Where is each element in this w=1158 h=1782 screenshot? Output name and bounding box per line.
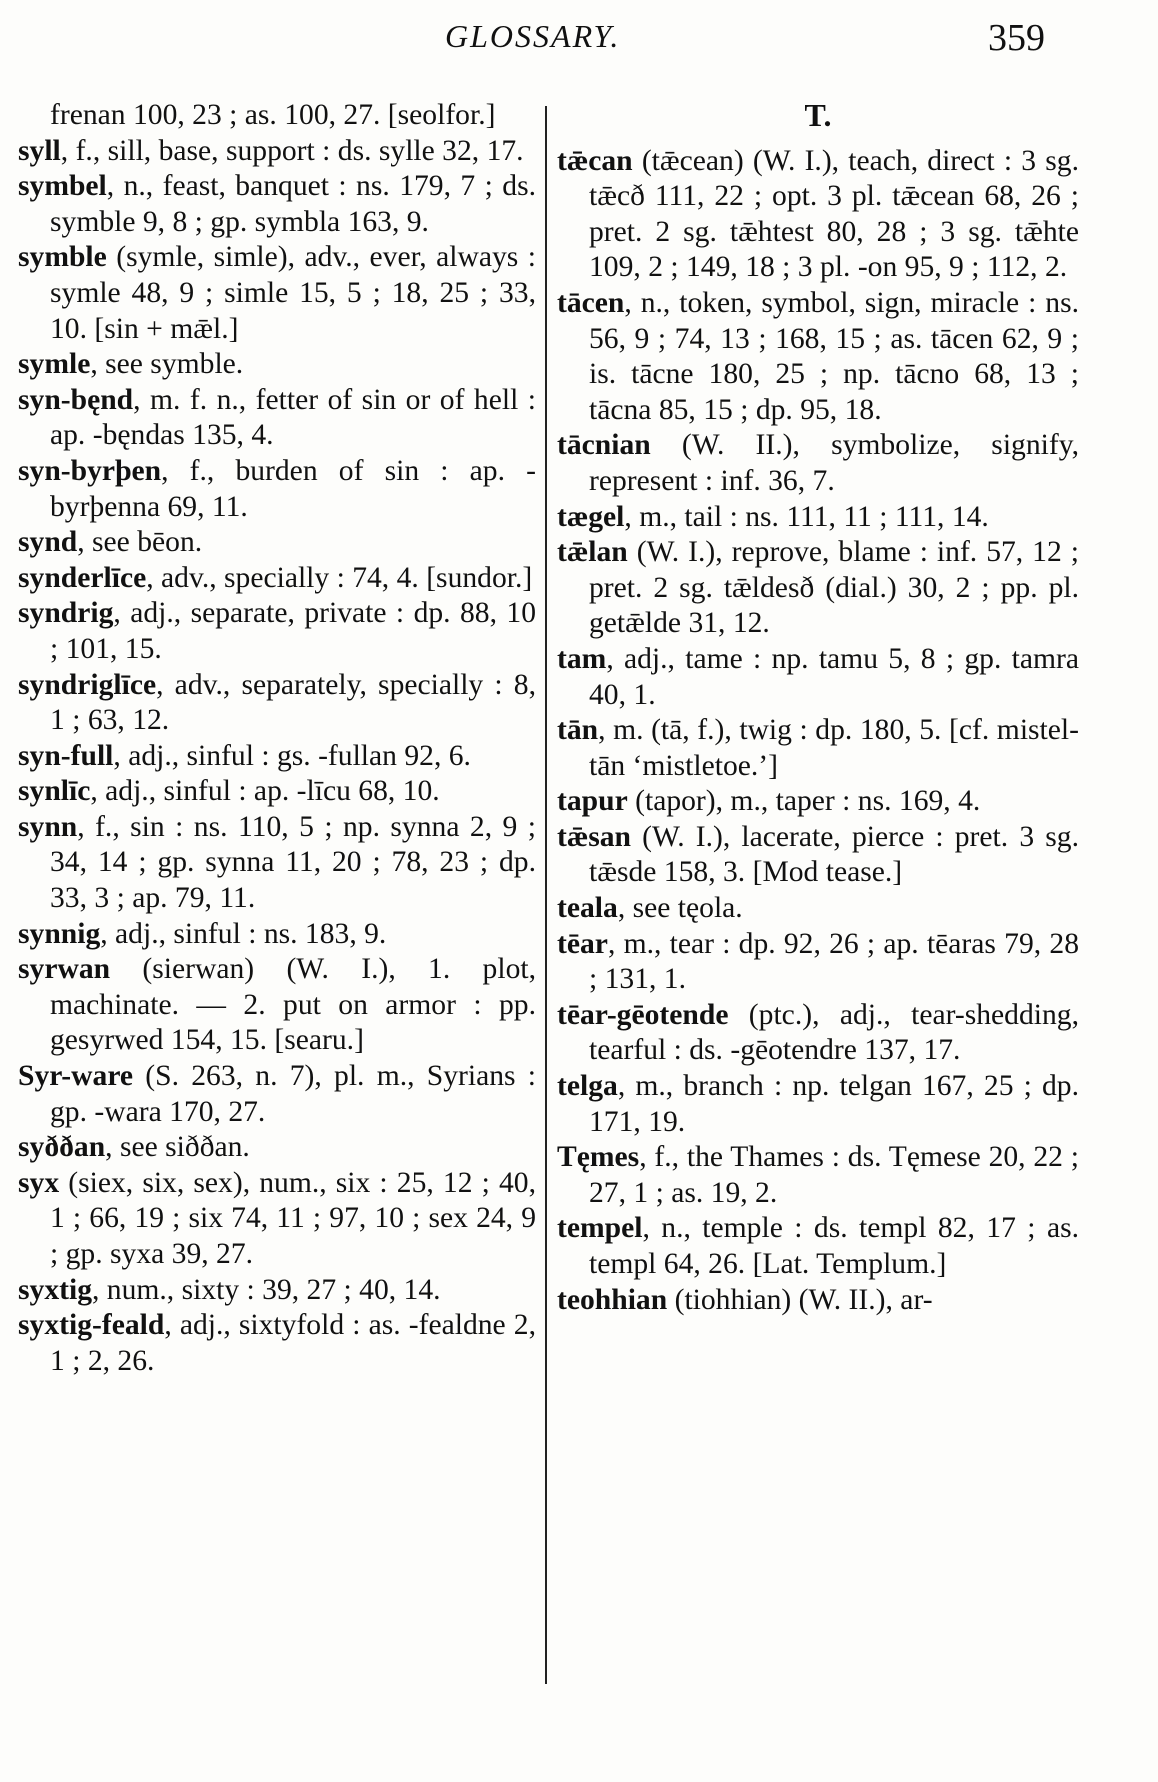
right-column-entries bbox=[557, 144, 1079, 1319]
entry-definition: (sierwan) (W. I.), 1. plot, machinate. — 2. put on armor : pp. gesyrwed 154, 15. [searu.] bbox=[50, 953, 536, 1057]
entry-definition: , see tęola. bbox=[617, 892, 743, 925]
glossary-entry bbox=[557, 1140, 1079, 1211]
glossary-entry bbox=[18, 1273, 536, 1309]
entry-definition: (tapor), m., taper : ns. 169, 4. bbox=[627, 785, 981, 818]
entry-headword: tapur bbox=[557, 785, 628, 818]
glossary-entry bbox=[18, 561, 536, 597]
glossary-entry bbox=[557, 500, 1079, 536]
running-header: GLOSSARY. bbox=[445, 18, 621, 54]
entry-definition: , f., burden of sin : ap. -byrþenna 69, 11. bbox=[50, 454, 536, 523]
entry-definition: , n., token, symbol, sign, miracle : ns. 56, 9 ; 74, 13 ; 168, 15 ; as. tācen 62, 9 ; is. tācne 180, 25 ; np. tācno 68, 13 ; tācna 85, 15 ; dp. 95, 18. bbox=[589, 286, 1079, 426]
glossary-entry bbox=[18, 134, 536, 170]
glossary-entry bbox=[557, 428, 1079, 499]
glossary-entry bbox=[557, 891, 1079, 927]
glossary-entry bbox=[557, 535, 1079, 642]
entry-definition: (ptc.), adj., tear-shedding, tearful : ds. -gēotendre 137, 17. bbox=[589, 998, 1079, 1067]
entry-definition: , adv., specially : 74, 4. [sundor.] bbox=[146, 561, 533, 594]
entry-definition: (symle, simle), adv., ever, always : symle 48, 9 ; simle 15, 5 ; 18, 25 ; 33, 10. [sin + mǣl.] bbox=[50, 241, 536, 345]
glossary-entry bbox=[18, 952, 536, 1059]
entry-definition: , adj., sinful : ns. 183, 9. bbox=[100, 917, 387, 950]
entry-headword: tǣcan bbox=[557, 144, 633, 177]
entry-headword: teohhian bbox=[557, 1283, 668, 1316]
page-number: 359 bbox=[988, 17, 1045, 59]
entry-definition: (S. 263, n. 7), pl. m., Syrians : gp. -wara 170, 27. bbox=[50, 1060, 536, 1128]
entry-headword: syn-byrþen bbox=[18, 454, 162, 487]
glossary-entry bbox=[557, 1283, 1079, 1319]
glossary-entry bbox=[18, 98, 536, 134]
entry-definition: , num., sixty : 39, 27 ; 40, 14. bbox=[91, 1273, 441, 1306]
glossary-entry bbox=[18, 596, 536, 667]
glossary-entry bbox=[557, 1211, 1079, 1282]
entry-headword: symbel bbox=[18, 170, 107, 203]
entry-definition: , n., temple : ds. templ 82, 17 ; as. templ 64, 26. [Lat. Templum.] bbox=[589, 1212, 1079, 1280]
entry-definition: , see bēon. bbox=[77, 526, 203, 559]
glossary-entry bbox=[18, 347, 536, 383]
glossary-entry bbox=[18, 810, 536, 917]
left-column bbox=[18, 98, 536, 1379]
entry-headword: tǣsan bbox=[557, 820, 631, 853]
entry-definition: , f., sill, base, support : ds. sylle 32, 17. bbox=[60, 134, 524, 167]
glossary-entry bbox=[557, 1069, 1079, 1140]
column-divider bbox=[545, 106, 547, 1684]
entry-headword: synn bbox=[18, 810, 78, 843]
glossary-entry bbox=[18, 454, 536, 525]
entry-definition: , f., the Thames : ds. Tęmese 20, 22 ; 27, 1 ; as. 19, 2. bbox=[589, 1141, 1079, 1209]
entry-headword: symble bbox=[18, 241, 107, 274]
glossary-entry bbox=[18, 668, 536, 739]
entry-headword: tān bbox=[557, 714, 599, 747]
entry-definition: , adj., tame : np. tamu 5, 8 ; gp. tamra 40, 1. bbox=[589, 642, 1079, 711]
entry-headword: syx bbox=[18, 1166, 60, 1199]
glossary-entry bbox=[557, 998, 1079, 1069]
entry-headword: syn-bęnd bbox=[18, 383, 134, 416]
entry-definition: , n., feast, banquet : ns. 179, 7 ; ds. symble 9, 8 ; gp. symbla 163, 9. bbox=[50, 170, 536, 238]
glossary-entry bbox=[557, 784, 1079, 820]
entry-headword: synnig bbox=[18, 917, 101, 950]
glossary-entry bbox=[18, 774, 536, 810]
entry-headword: tǣlan bbox=[557, 536, 628, 569]
entry-headword: syndrig bbox=[18, 597, 114, 630]
entry-definition: , m. f. n., fetter of sin or of hell : ap. -bęndas 135, 4. bbox=[50, 383, 536, 452]
entry-definition: , adj., separate, private : dp. 88, 10 ; 101, 15. bbox=[50, 597, 536, 665]
entry-headword: telga bbox=[557, 1070, 618, 1103]
glossary-entry bbox=[557, 820, 1079, 891]
section-letter: T. bbox=[804, 97, 832, 133]
entry-headword: syll bbox=[18, 134, 61, 167]
entry-headword: teala bbox=[557, 892, 618, 925]
entry-headword: Tęmes bbox=[557, 1141, 640, 1174]
glossary-entry bbox=[557, 286, 1079, 428]
entry-headword: synlīc bbox=[18, 775, 91, 808]
entry-definition: , m. (tā, f.), twig : dp. 180, 5. [cf. mistel-tān ‘mistletoe.’] bbox=[589, 714, 1079, 782]
entry-definition: , adj., sixtyfold : as. -fealdne 2, 1 ; 2, 26. bbox=[50, 1309, 536, 1377]
entry-headword: tempel bbox=[557, 1212, 643, 1245]
glossary-entry bbox=[557, 144, 1079, 286]
glossary-entry bbox=[18, 383, 536, 454]
entry-headword: tægel bbox=[557, 500, 625, 533]
entry-definition: , adv., separately, specially : 8, 1 ; 63, 12. bbox=[50, 668, 536, 737]
entry-headword: syxtig-feald bbox=[18, 1309, 165, 1342]
entry-definition: (W. II.), symbolize, signify, represent : inf. 36, 7. bbox=[589, 429, 1079, 497]
right-column bbox=[557, 98, 1079, 1318]
glossary-entry bbox=[18, 240, 536, 347]
entry-definition: (tiohhian) (W. II.), ar- bbox=[667, 1283, 933, 1316]
entry-headword: tēar bbox=[557, 927, 608, 960]
glossary-entry bbox=[18, 917, 536, 953]
entry-definition: (W. I.), lacerate, pierce : pret. 3 sg. tǣsde 158, 3. [Mod tease.] bbox=[589, 820, 1079, 889]
entry-headword: synd bbox=[18, 526, 78, 559]
entry-headword: syððan bbox=[18, 1131, 106, 1164]
glossary-entry bbox=[18, 1059, 536, 1130]
entry-headword: syrwan bbox=[18, 953, 111, 986]
entry-headword: Syr-ware bbox=[18, 1060, 134, 1093]
entry-definition: , m., branch : np. telgan 167, 25 ; dp. 171, 19. bbox=[589, 1070, 1079, 1138]
glossary-entry bbox=[18, 525, 536, 561]
entry-definition: , see symble. bbox=[90, 348, 244, 381]
entry-headword: tācnian bbox=[557, 429, 651, 462]
entry-definition: (W. I.), reprove, blame : inf. 57, 12 ; pret. 2 sg. tǣldesð (dial.) 30, 2 ; pp. pl. getǣlde 31, 12. bbox=[589, 536, 1079, 640]
entry-definition: , see siððan. bbox=[105, 1131, 250, 1164]
entry-definition: , m., tear : dp. 92, 26 ; ap. tēaras 79, 28 ; 131, 1. bbox=[589, 927, 1079, 996]
entry-definition: , adj., sinful : gs. -fullan 92, 6. bbox=[113, 739, 471, 772]
entry-headword: symle bbox=[18, 348, 91, 381]
entry-definition: , f., sin : ns. 110, 5 ; np. synna 2, 9 ; 34, 14 ; gp. synna 11, 20 ; 78, 23 ; dp. 33, 3 ; ap. 79, 11. bbox=[50, 810, 536, 915]
entry-definition: , m., tail : ns. 111, 11 ; 111, 14. bbox=[624, 500, 989, 533]
glossary-entry bbox=[18, 1130, 536, 1166]
entry-definition: , adj., sinful : ap. -līcu 68, 10. bbox=[90, 775, 440, 808]
entry-headword: synderlīce bbox=[18, 561, 147, 594]
glossary-entry bbox=[18, 169, 536, 240]
entry-headword: syn-full bbox=[18, 739, 114, 772]
glossary-entry bbox=[557, 642, 1079, 713]
entry-headword: tēar-gēotende bbox=[557, 998, 729, 1031]
entry-headword: syndriglīce bbox=[18, 668, 157, 701]
entry-headword: tam bbox=[557, 642, 607, 675]
entry-headword: tācen bbox=[557, 286, 625, 319]
glossary-entry bbox=[557, 927, 1079, 998]
glossary-entry bbox=[18, 1166, 536, 1273]
entry-definition: (siex, six, sex), num., six : 25, 12 ; 40, 1 ; 66, 19 ; six 74, 11 ; 97, 10 ; sex 24, 9 ; gp. syxa 39, 27. bbox=[50, 1166, 536, 1270]
glossary-entry bbox=[18, 1308, 536, 1379]
entry-headword: syxtig bbox=[18, 1273, 92, 1306]
entry-definition: frenan 100, 23 ; as. 100, 27. [seolfor.] bbox=[50, 99, 496, 131]
entry-definition: (tǣcean) (W. I.), teach, direct : 3 sg. tǣcð 111, 22 ; opt. 3 pl. tǣcean 68, 26 ; pret. 2 sg. tǣhtest 80, 28 ; 3 sg. tǣhte 109, 2 ; 149, 18 ; 3 pl. -on 95, 9 ; 112, 2. bbox=[589, 144, 1079, 284]
glossary-entry bbox=[18, 739, 536, 775]
glossary-entry bbox=[557, 713, 1079, 784]
